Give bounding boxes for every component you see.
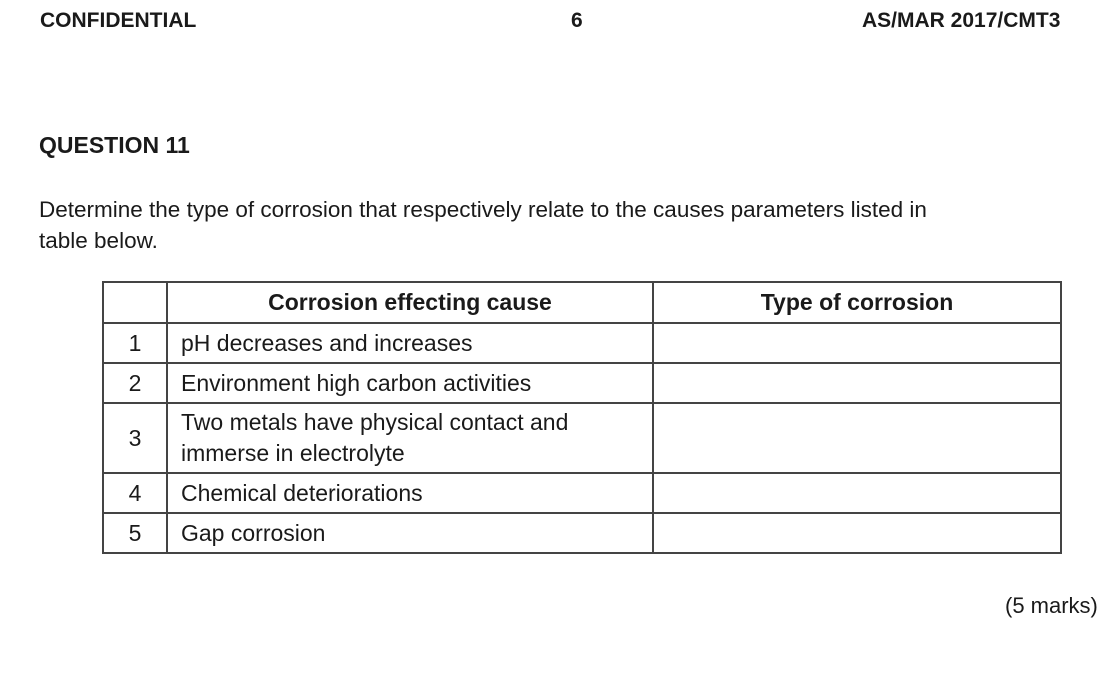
header-type: Type of corrosion <box>653 282 1061 323</box>
marks-allocation: (5 marks) <box>1005 593 1098 618</box>
row-type-answer[interactable] <box>653 323 1061 363</box>
row-cause <box>167 323 653 363</box>
header-course-code: AS/MAR 2017/CMT3 <box>862 9 1061 32</box>
header-number <box>103 282 167 323</box>
instruction-line: Determine the type of corrosion that respectively relate to the causes parameters listed in <box>39 197 927 222</box>
question-title: QUESTION 11 <box>39 132 190 158</box>
row-number: 3 <box>103 403 167 473</box>
row-cause <box>167 473 653 513</box>
header-page-number: 6 <box>571 9 583 32</box>
table-header-row <box>103 282 1061 323</box>
cause-text: Chemical deteriorations <box>181 479 423 506</box>
instruction-line: table below. <box>39 228 158 253</box>
table-row <box>103 473 1061 513</box>
table-row <box>103 513 1061 553</box>
row-type-answer[interactable] <box>653 473 1061 513</box>
table-row <box>103 363 1061 403</box>
row-cause <box>167 513 653 553</box>
corrosion-table <box>102 281 1062 554</box>
row-cause <box>167 403 653 473</box>
header-cause: Corrosion effecting cause <box>167 282 653 323</box>
cause-text: pH decreases and increases <box>181 329 473 356</box>
cause-text: Environment high carbon activities <box>181 369 532 396</box>
row-number: 2 <box>103 363 167 403</box>
row-number: 5 <box>103 513 167 553</box>
row-cause <box>167 363 653 403</box>
row-number: 1 <box>103 323 167 363</box>
cause-text: Gap corrosion <box>181 519 326 546</box>
row-type-answer[interactable] <box>653 363 1061 403</box>
row-type-answer[interactable] <box>653 513 1061 553</box>
table-row <box>103 323 1061 363</box>
row-number: 4 <box>103 473 167 513</box>
table-row <box>103 403 1061 473</box>
question-instruction <box>39 194 927 256</box>
cause-text: immerse in electrolyte <box>181 440 405 466</box>
header-confidential: CONFIDENTIAL <box>40 9 197 32</box>
row-type-answer[interactable] <box>653 403 1061 473</box>
cause-text: Two metals have physical contact and <box>181 409 569 435</box>
